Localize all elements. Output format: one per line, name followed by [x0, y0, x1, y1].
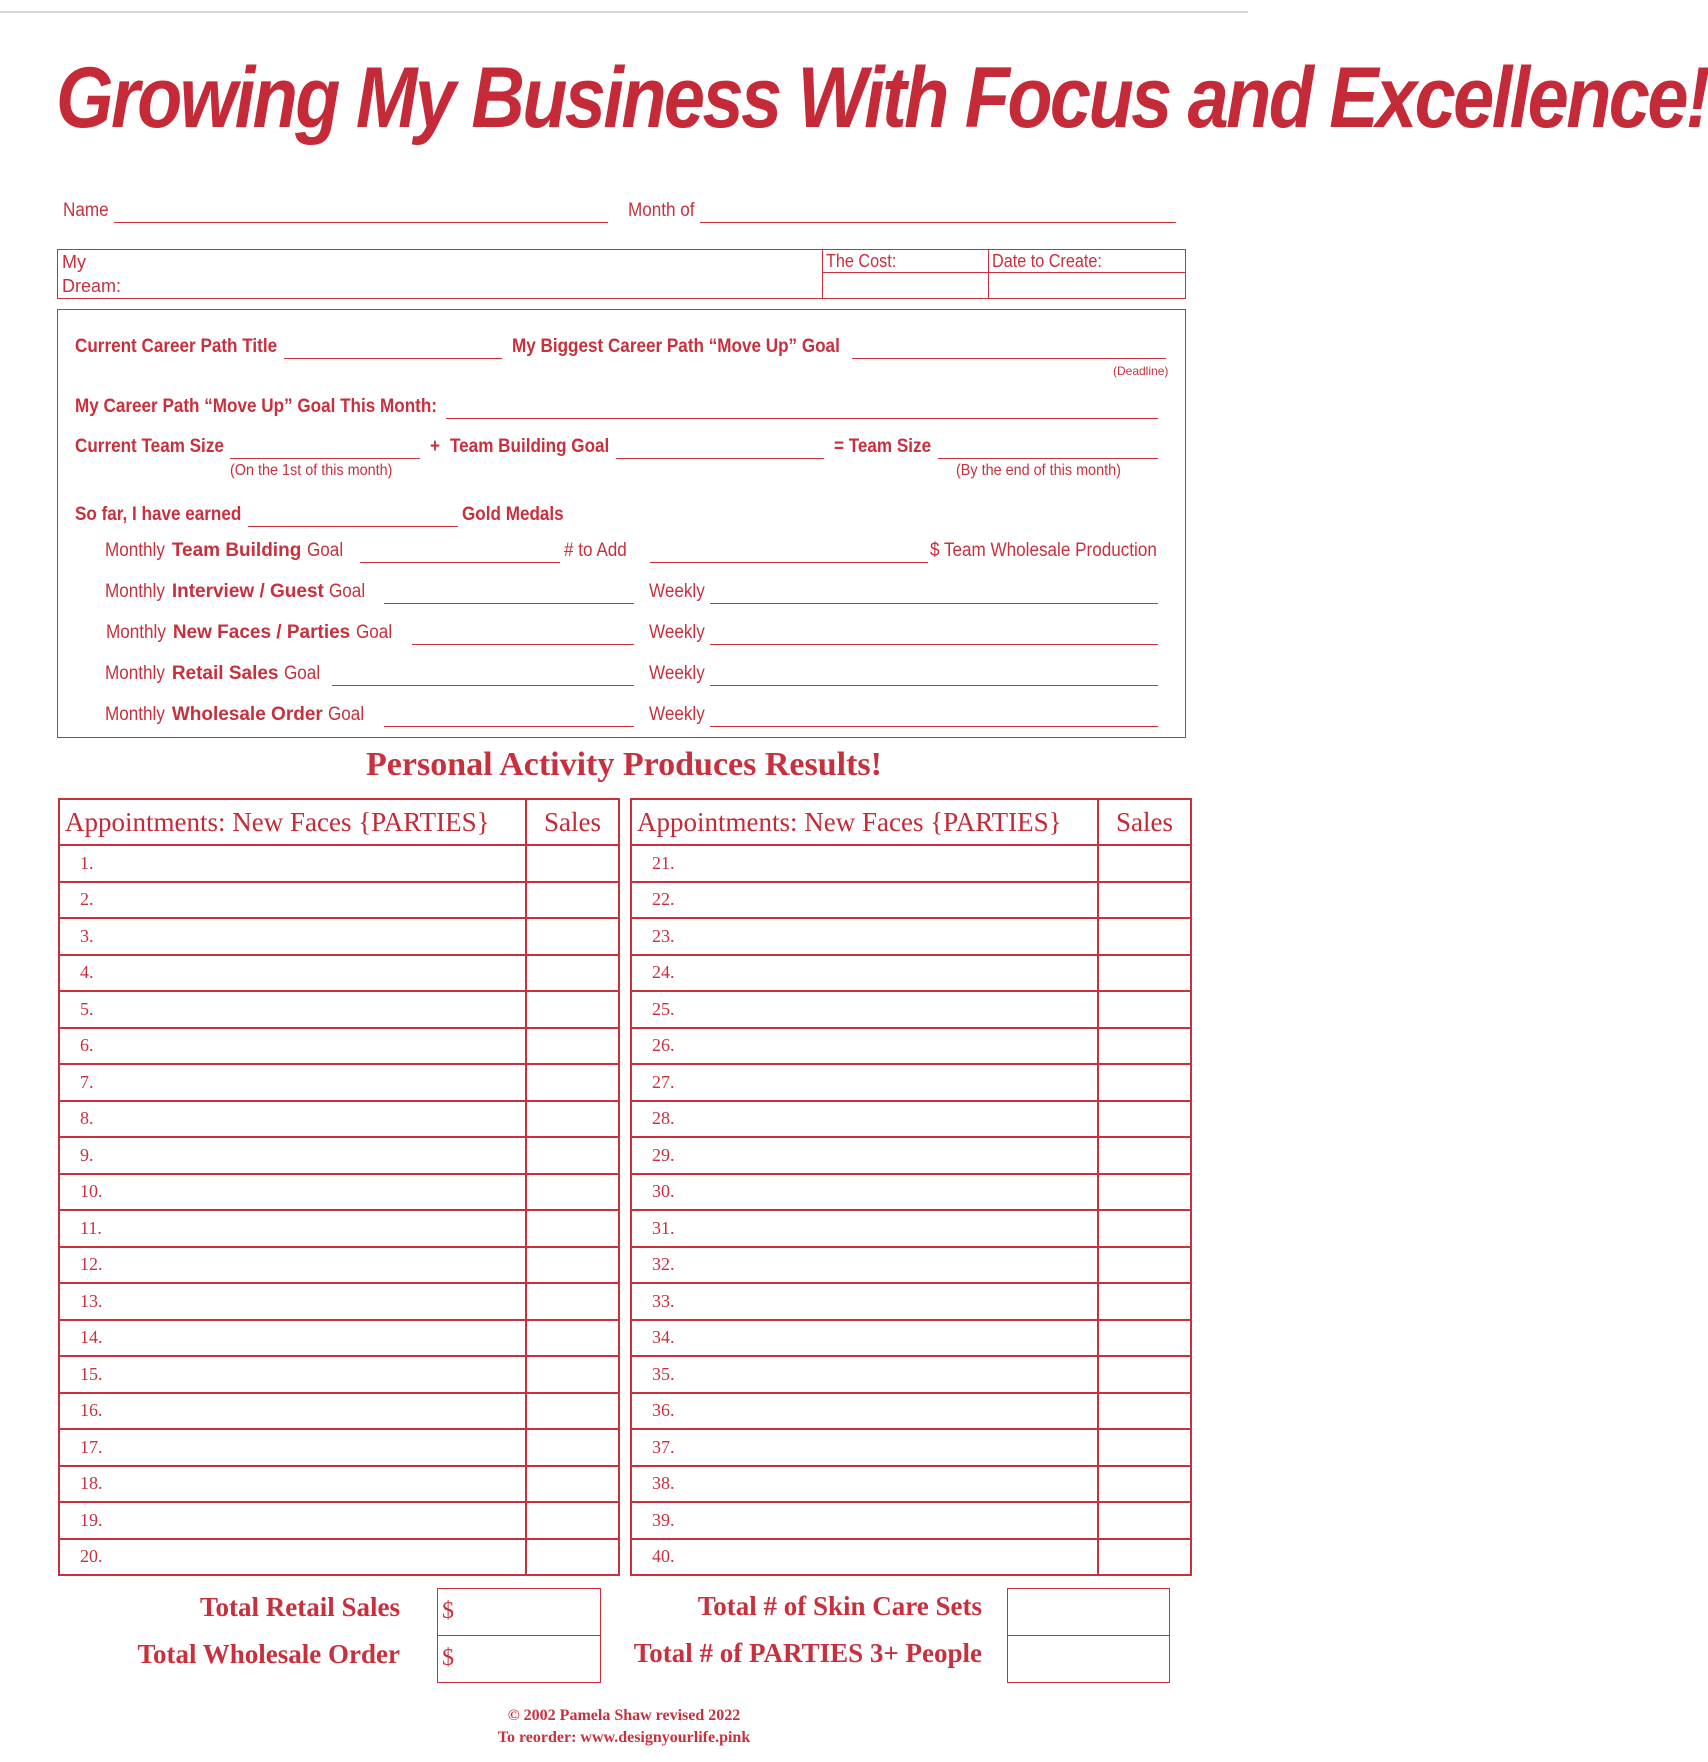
table-row [59, 1466, 619, 1503]
monthly-word: Monthly [105, 663, 165, 684]
total-wholesale-label: Total Wholesale Order [137, 1639, 400, 1669]
sales-cell[interactable] [1098, 1320, 1191, 1357]
appointment-cell[interactable]: 11. [59, 1210, 526, 1247]
sales-cell[interactable] [526, 991, 619, 1028]
month-goal-field[interactable] [446, 418, 1158, 419]
table-row [631, 1210, 1191, 1247]
team-wholesale-field[interactable] [650, 562, 928, 563]
appointment-cell[interactable]: 14. [59, 1320, 526, 1357]
table-row [631, 955, 1191, 992]
date-field[interactable] [990, 274, 1184, 298]
monthly-goal-row-new-faces [106, 622, 396, 644]
end-team-size-field[interactable] [938, 458, 1158, 459]
table-row [631, 1466, 1191, 1503]
appointment-cell[interactable]: 24. [631, 955, 1098, 992]
appointment-cell[interactable]: 9. [59, 1137, 526, 1174]
table-row [631, 1429, 1191, 1466]
appointments-table-left [58, 798, 620, 1576]
appointment-cell[interactable]: 28. [631, 1101, 1098, 1138]
sales-cell[interactable] [1098, 1101, 1191, 1138]
sales-cell[interactable] [1098, 1393, 1191, 1430]
total-retail-label: Total Retail Sales [199, 1592, 400, 1622]
table-row [59, 1210, 619, 1247]
team-building-field[interactable] [616, 458, 824, 459]
goal-word: Goal [283, 663, 320, 684]
appointment-cell[interactable]: 37. [631, 1429, 1098, 1466]
table-row [59, 882, 619, 919]
divider [822, 272, 1185, 273]
table-row [59, 845, 619, 882]
new-faces-weekly-field[interactable] [710, 644, 1158, 645]
table-row [631, 1064, 1191, 1101]
table-row [59, 1320, 619, 1357]
sales-cell[interactable] [526, 1320, 619, 1357]
table-row [631, 918, 1191, 955]
monthly-goal-row-interview [105, 581, 369, 603]
sales-header: Sales [1098, 799, 1191, 845]
table-row [631, 1393, 1191, 1430]
sales-cell[interactable] [526, 1539, 619, 1576]
appointment-cell[interactable]: 3. [59, 918, 526, 955]
table-row [59, 1247, 619, 1284]
table-row [59, 955, 619, 992]
appointments-table-right [630, 798, 1192, 1576]
table-row [631, 1502, 1191, 1539]
sales-cell[interactable] [526, 1502, 619, 1539]
appointment-cell[interactable]: 12. [59, 1247, 526, 1284]
sales-cell[interactable] [526, 1064, 619, 1101]
appointment-cell[interactable]: 39. [631, 1502, 1098, 1539]
wholesale-focus: Wholesale Order [171, 704, 323, 725]
sales-cell[interactable] [1098, 1356, 1191, 1393]
table-row [631, 1539, 1191, 1576]
goal-word: Goal [355, 622, 392, 643]
sales-cell[interactable] [526, 955, 619, 992]
sales-cell[interactable] [526, 1429, 619, 1466]
table-row [59, 1101, 619, 1138]
weekly-label: Weekly [649, 704, 705, 725]
sales-cell[interactable] [526, 1174, 619, 1211]
appointment-cell[interactable]: 13. [59, 1283, 526, 1320]
sales-cell[interactable] [526, 845, 619, 882]
appointment-cell[interactable]: 15. [59, 1356, 526, 1393]
interview-focus: Interview / Guest [171, 581, 324, 602]
table-row [59, 1502, 619, 1539]
earned-label: So far, I have earned [75, 504, 242, 525]
copyright: © 2002 Pamela Shaw revised 2022 [507, 1707, 741, 1724]
appointment-cell[interactable]: 36. [631, 1393, 1098, 1430]
weekly-label: Weekly [649, 622, 705, 643]
interview-goal-field[interactable] [384, 603, 634, 604]
retail-focus: Retail Sales [171, 663, 279, 684]
sales-cell[interactable] [526, 1210, 619, 1247]
table-row [631, 845, 1191, 882]
table-row [59, 1283, 619, 1320]
team-wholesale-label: $ Team Wholesale Production [930, 540, 1157, 561]
appointment-cell[interactable]: 33. [631, 1283, 1098, 1320]
appointments-header: Appointments: New Faces {PARTIES} [631, 799, 1098, 845]
monthly-word: Monthly [105, 581, 165, 602]
sales-cell[interactable] [526, 1466, 619, 1503]
appointment-cell[interactable]: 23. [631, 918, 1098, 955]
sales-cell[interactable] [1098, 918, 1191, 955]
table-row [631, 1320, 1191, 1357]
table-row [631, 991, 1191, 1028]
table-row [631, 1174, 1191, 1211]
sales-cell[interactable] [526, 1393, 619, 1430]
sales-cell[interactable] [1098, 955, 1191, 992]
table-row [59, 1393, 619, 1430]
appointment-cell[interactable]: 29. [631, 1137, 1098, 1174]
sales-cell[interactable] [1098, 1539, 1191, 1576]
team-size-field[interactable] [230, 458, 420, 459]
appointment-cell[interactable]: 31. [631, 1210, 1098, 1247]
appointment-cell[interactable]: 10. [59, 1174, 526, 1211]
appointment-cell[interactable]: 22. [631, 882, 1098, 919]
goal-word: Goal [329, 581, 366, 602]
appointment-cell[interactable]: 21. [631, 845, 1098, 882]
sales-cell[interactable] [1098, 1064, 1191, 1101]
table-row [631, 882, 1191, 919]
weekly-label: Weekly [649, 581, 705, 602]
table-row [631, 1283, 1191, 1320]
sales-cell[interactable] [526, 1247, 619, 1284]
total-retail-field[interactable] [437, 1588, 601, 1636]
sales-cell[interactable] [1098, 1137, 1191, 1174]
activity-title: Personal Activity Produces Results! [366, 746, 882, 783]
currency-sign: $ [442, 1598, 454, 1624]
table-row [59, 1174, 619, 1211]
month-label: Month of [628, 200, 695, 221]
table-row [59, 1064, 619, 1101]
table-row [59, 1539, 619, 1576]
page-title: Growing My Business With Focus and Excellence! [56, 50, 1708, 146]
new-faces-goal-field[interactable] [412, 644, 634, 645]
gold-medals-field[interactable] [248, 526, 458, 527]
career-title-label: Current Career Path Title [75, 336, 278, 357]
wholesale-weekly-field[interactable] [710, 726, 1158, 727]
table-row [59, 1137, 619, 1174]
sales-cell[interactable] [526, 1137, 619, 1174]
appointment-cell[interactable]: 7. [59, 1064, 526, 1101]
appointment-cell[interactable]: 5. [59, 991, 526, 1028]
appointment-cell[interactable]: 19. [59, 1502, 526, 1539]
currency-sign: $ [442, 1645, 454, 1671]
appointment-cell[interactable]: 4. [59, 955, 526, 992]
sales-cell[interactable] [1098, 1028, 1191, 1065]
table-row [59, 1356, 619, 1393]
appointment-cell[interactable]: 6. [59, 1028, 526, 1065]
table-row [631, 1028, 1191, 1065]
team-size-note: (On the 1st of this month) [230, 462, 393, 479]
move-up-goal-label: My Biggest Career Path “Move Up” Goal [512, 336, 840, 357]
dream-label-line1: My [62, 252, 86, 272]
sales-cell[interactable] [1098, 1247, 1191, 1284]
team-building-focus: Team Building [171, 540, 302, 561]
parties-label: Total # of PARTIES 3+ People [633, 1638, 982, 1668]
monthly-word: Monthly [105, 704, 165, 725]
cost-field[interactable] [824, 274, 986, 298]
goal-word: Goal [306, 540, 343, 561]
sales-cell[interactable] [1098, 1174, 1191, 1211]
appointment-cell[interactable]: 25. [631, 991, 1098, 1028]
divider [988, 250, 989, 298]
table-row [59, 991, 619, 1028]
wholesale-goal-field[interactable] [384, 726, 634, 727]
deadline-note: (Deadline) [1113, 364, 1169, 378]
gold-medals-label: Gold Medals [462, 504, 564, 525]
sales-cell[interactable] [1098, 845, 1191, 882]
table-row [631, 1101, 1191, 1138]
parties-field[interactable] [1007, 1635, 1170, 1683]
goal-word: Goal [328, 704, 365, 725]
name-field[interactable] [114, 222, 608, 223]
sales-cell[interactable] [526, 1028, 619, 1065]
sales-cell[interactable] [1098, 1429, 1191, 1466]
monthly-goal-row-team-building [105, 540, 347, 562]
table-row [631, 1247, 1191, 1284]
table-row [631, 1137, 1191, 1174]
appointment-cell[interactable]: 30. [631, 1174, 1098, 1211]
new-faces-focus: New Faces / Parties [172, 622, 351, 643]
team-building-goal-field[interactable] [360, 562, 560, 563]
sales-cell[interactable] [526, 1356, 619, 1393]
dream-box [57, 249, 1186, 299]
skin-care-sets-label: Total # of Skin Care Sets [697, 1591, 982, 1621]
monthly-goal-row-wholesale [105, 704, 368, 726]
appointments-header: Appointments: New Faces {PARTIES} [59, 799, 526, 845]
sales-cell[interactable] [526, 1283, 619, 1320]
appointment-cell[interactable]: 32. [631, 1247, 1098, 1284]
move-up-goal-field[interactable] [852, 358, 1166, 359]
appointment-cell[interactable]: 20. [59, 1539, 526, 1576]
sales-header: Sales [526, 799, 619, 845]
appointment-cell[interactable]: 40. [631, 1539, 1098, 1576]
table-row [59, 918, 619, 955]
sales-cell[interactable] [1098, 1210, 1191, 1247]
plus-sign: + [430, 436, 440, 457]
retail-weekly-field[interactable] [710, 685, 1158, 686]
sales-cell[interactable] [526, 1101, 619, 1138]
monthly-word: Monthly [106, 622, 166, 643]
appointment-cell[interactable]: 26. [631, 1028, 1098, 1065]
month-goal-label: My Career Path “Move Up” Goal This Month: [75, 396, 437, 417]
table-row [59, 1028, 619, 1065]
appointment-cell[interactable]: 16. [59, 1393, 526, 1430]
team-building-label: Team Building Goal [450, 436, 610, 457]
name-label: Name [63, 200, 109, 221]
appointment-cell[interactable]: 38. [631, 1466, 1098, 1503]
appointment-cell[interactable]: 1. [59, 845, 526, 882]
month-field[interactable] [700, 222, 1176, 223]
reorder-link[interactable]: To reorder: www.designyourlife.pink [497, 1729, 751, 1746]
cost-label: The Cost: [826, 251, 897, 271]
divider [822, 250, 823, 298]
total-wholesale-field[interactable] [437, 1635, 601, 1683]
appointment-cell[interactable]: 17. [59, 1429, 526, 1466]
career-title-field[interactable] [284, 358, 502, 359]
to-add-label: # to Add [564, 540, 627, 561]
table-row [631, 1356, 1191, 1393]
appointment-cell[interactable]: 27. [631, 1064, 1098, 1101]
sales-cell[interactable] [526, 918, 619, 955]
sales-cell[interactable] [1098, 1283, 1191, 1320]
date-label: Date to Create: [992, 251, 1102, 271]
appointment-cell[interactable]: 2. [59, 882, 526, 919]
table-row [59, 1429, 619, 1466]
end-team-size-label: = Team Size [834, 436, 932, 457]
sales-cell[interactable] [1098, 991, 1191, 1028]
monthly-word: Monthly [105, 540, 165, 561]
team-size-label: Current Team Size [75, 436, 224, 457]
appointment-cell[interactable]: 35. [631, 1356, 1098, 1393]
appointment-cell[interactable]: 8. [59, 1101, 526, 1138]
goals-box [57, 309, 1186, 738]
monthly-goal-row-retail [105, 663, 324, 685]
sales-cell[interactable] [1098, 882, 1191, 919]
end-month-note: (By the end of this month) [956, 462, 1121, 479]
appointment-cell[interactable]: 18. [59, 1466, 526, 1503]
dream-label-line2: Dream: [62, 276, 122, 296]
sales-cell[interactable] [526, 882, 619, 919]
interview-weekly-field[interactable] [710, 603, 1158, 604]
sales-cell[interactable] [1098, 1466, 1191, 1503]
skin-care-sets-field[interactable] [1007, 1588, 1170, 1636]
dream-field[interactable] [148, 252, 878, 296]
retail-goal-field[interactable] [332, 685, 634, 686]
appointment-cell[interactable]: 34. [631, 1320, 1098, 1357]
weekly-label: Weekly [649, 663, 705, 684]
sales-cell[interactable] [1098, 1502, 1191, 1539]
